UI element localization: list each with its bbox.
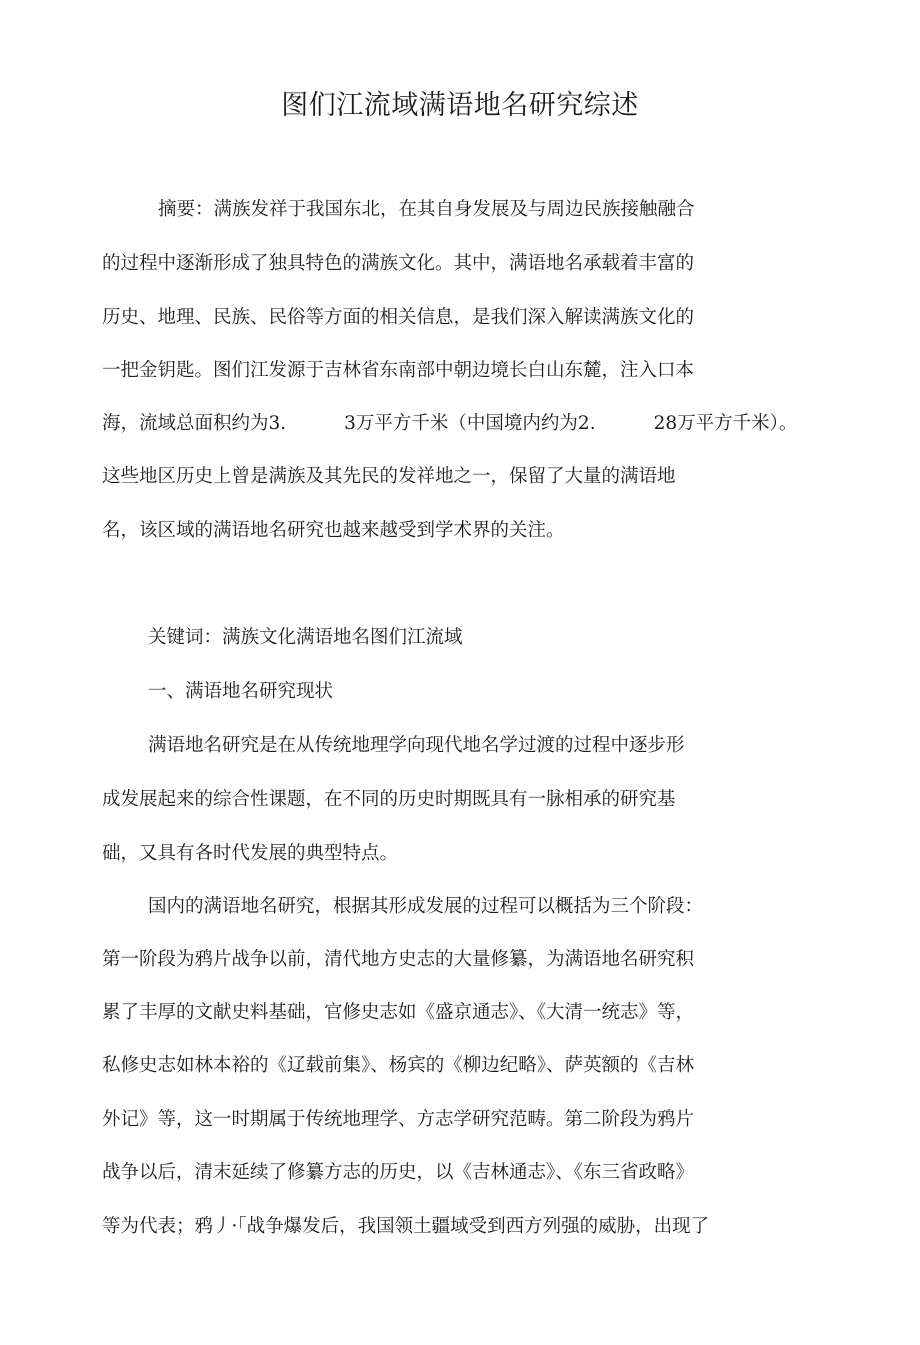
para2-line-3: 累了丰厚的文献史料基础，官修史志如《盛京通志》、《大清一统志》等， — [102, 1002, 695, 1023]
abstract-line-2: 的过程中逐渐形成了独具特色的满族文化。其中，满语地名承载着丰富的 — [102, 253, 695, 274]
para2-line-1: 国内的满语地名研究，根据其形成发展的过程可以概括为三个阶段： — [148, 896, 704, 917]
para2-line-2: 第一阶段为鸦片战争以前，清代地方史志的大量修纂，为满语地名研究积 — [102, 949, 695, 970]
abstract-line-1: 摘要：满族发祥于我国东北，在其自身发展及与周边民族接触融合 — [158, 199, 695, 220]
para2-line-7: 等为代表；鸦丿·「战争爆发后，我国领土疆域受到西方列强的威胁，出现了 — [102, 1216, 710, 1237]
page-title: 图们江流域满语地名研究综述 — [281, 90, 639, 121]
para2-line-6: 战争以后，清末延续了修纂方志的历史，以《吉林通志》、《东三省政略》 — [102, 1162, 695, 1183]
para2-line-5: 外记》等，这一时期属于传统地理学、方志学研究范畴。第二阶段为鸦片 — [102, 1109, 695, 1130]
para1-line-3: 础，又具有各时代发展的典型特点。 — [102, 843, 399, 864]
para1-line-2: 成发展起来的综合性课题，在不同的历史时期既具有一脉相承的研究基 — [102, 789, 676, 810]
area-china-text: 3万平方千米（中国境内约为2. — [344, 413, 596, 434]
area-total-text: 海，流域总面积约为3. — [102, 413, 287, 434]
abstract-line-3: 历史、地理、民族、民俗等方面的相关信息，是我们深入解读满族文化的 — [102, 307, 695, 328]
abstract-line-4: 一把金钥匙。图们江发源于吉林省东南部中朝边境长白山东麓，注入口本 — [102, 360, 695, 381]
area-china-value-text: 28万平方千米）。 — [653, 413, 798, 434]
para1-line-1: 满语地名研究是在从传统地理学向现代地名学过渡的过程中逐步形 — [148, 735, 685, 756]
keywords: 关键词：满族文化满语地名图们江流域 — [148, 627, 463, 648]
abstract-line-7: 名，该区域的满语地名研究也越来越受到学术界的关注。 — [102, 520, 565, 541]
abstract-area-line — [102, 410, 797, 438]
abstract-line-6: 这些地区历史上曾是满族及其先民的发祥地之一，保留了大量的满语地 — [102, 466, 676, 487]
section-heading-1: 一、满语地名研究现状 — [148, 681, 334, 702]
para2-line-4: 私修史志如林本裕的《辽载前集》、杨宾的《柳边纪略》、萨英额的《吉林 — [102, 1055, 695, 1076]
